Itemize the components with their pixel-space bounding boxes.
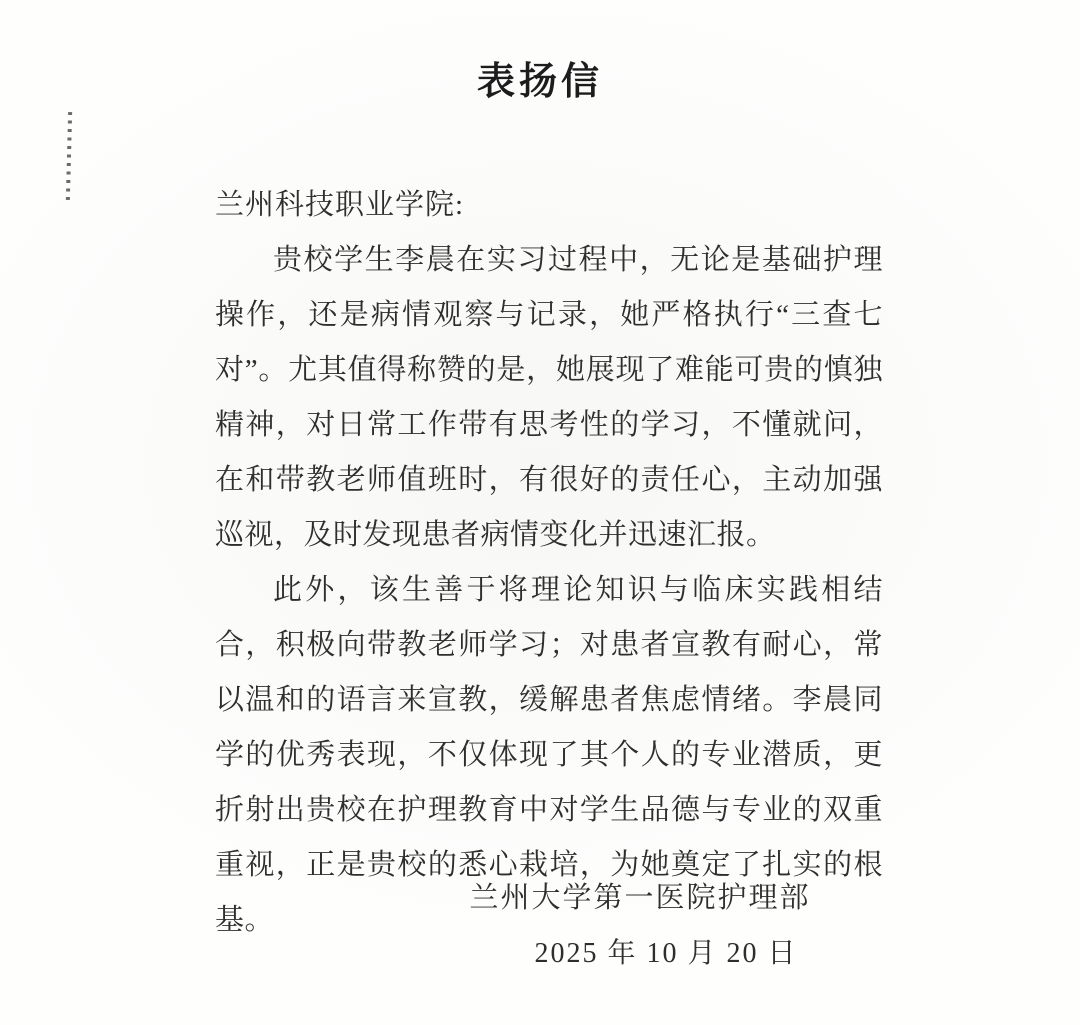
binding-perforation-marks xyxy=(66,112,72,200)
letter-title: 表扬信 xyxy=(476,61,603,103)
letter-date: 2025 年 10 月 20 日 xyxy=(534,938,798,969)
paragraph-1: 贵校学生李晨在实习过程中，无论是基础护理操作，还是病情观察与记录，她严格执行“三查七对”。尤其值得称赞的是，她展现了难能可贵的慎独精神，对日常工作带有思考性的学习，不懂就问，在和带教老师值班时，有很好的责任心，主动加强巡视，及时发现患者病情变化并迅速汇报。 xyxy=(215,244,883,551)
signature-organization: 兰州大学第一医院护理部 xyxy=(469,882,811,914)
letter-closing xyxy=(200,878,1080,974)
salutation: 兰州科技职业学院: xyxy=(215,189,465,221)
letter-body xyxy=(215,178,883,948)
paragraph-2: 此外，该生善于将理论知识与临床实践相结合，积极向带教老师学习；对患者宣教有耐心，常以温和的语言来宣教，缓解患者焦虑情绪。李晨同学的优秀表现，不仅体现了其个人的专业潜质，更折射出贵校在护理教育中对学生品德与专业的双重重视，正是贵校的悉心栽培，为她奠定了扎实的根基。 xyxy=(215,574,883,936)
